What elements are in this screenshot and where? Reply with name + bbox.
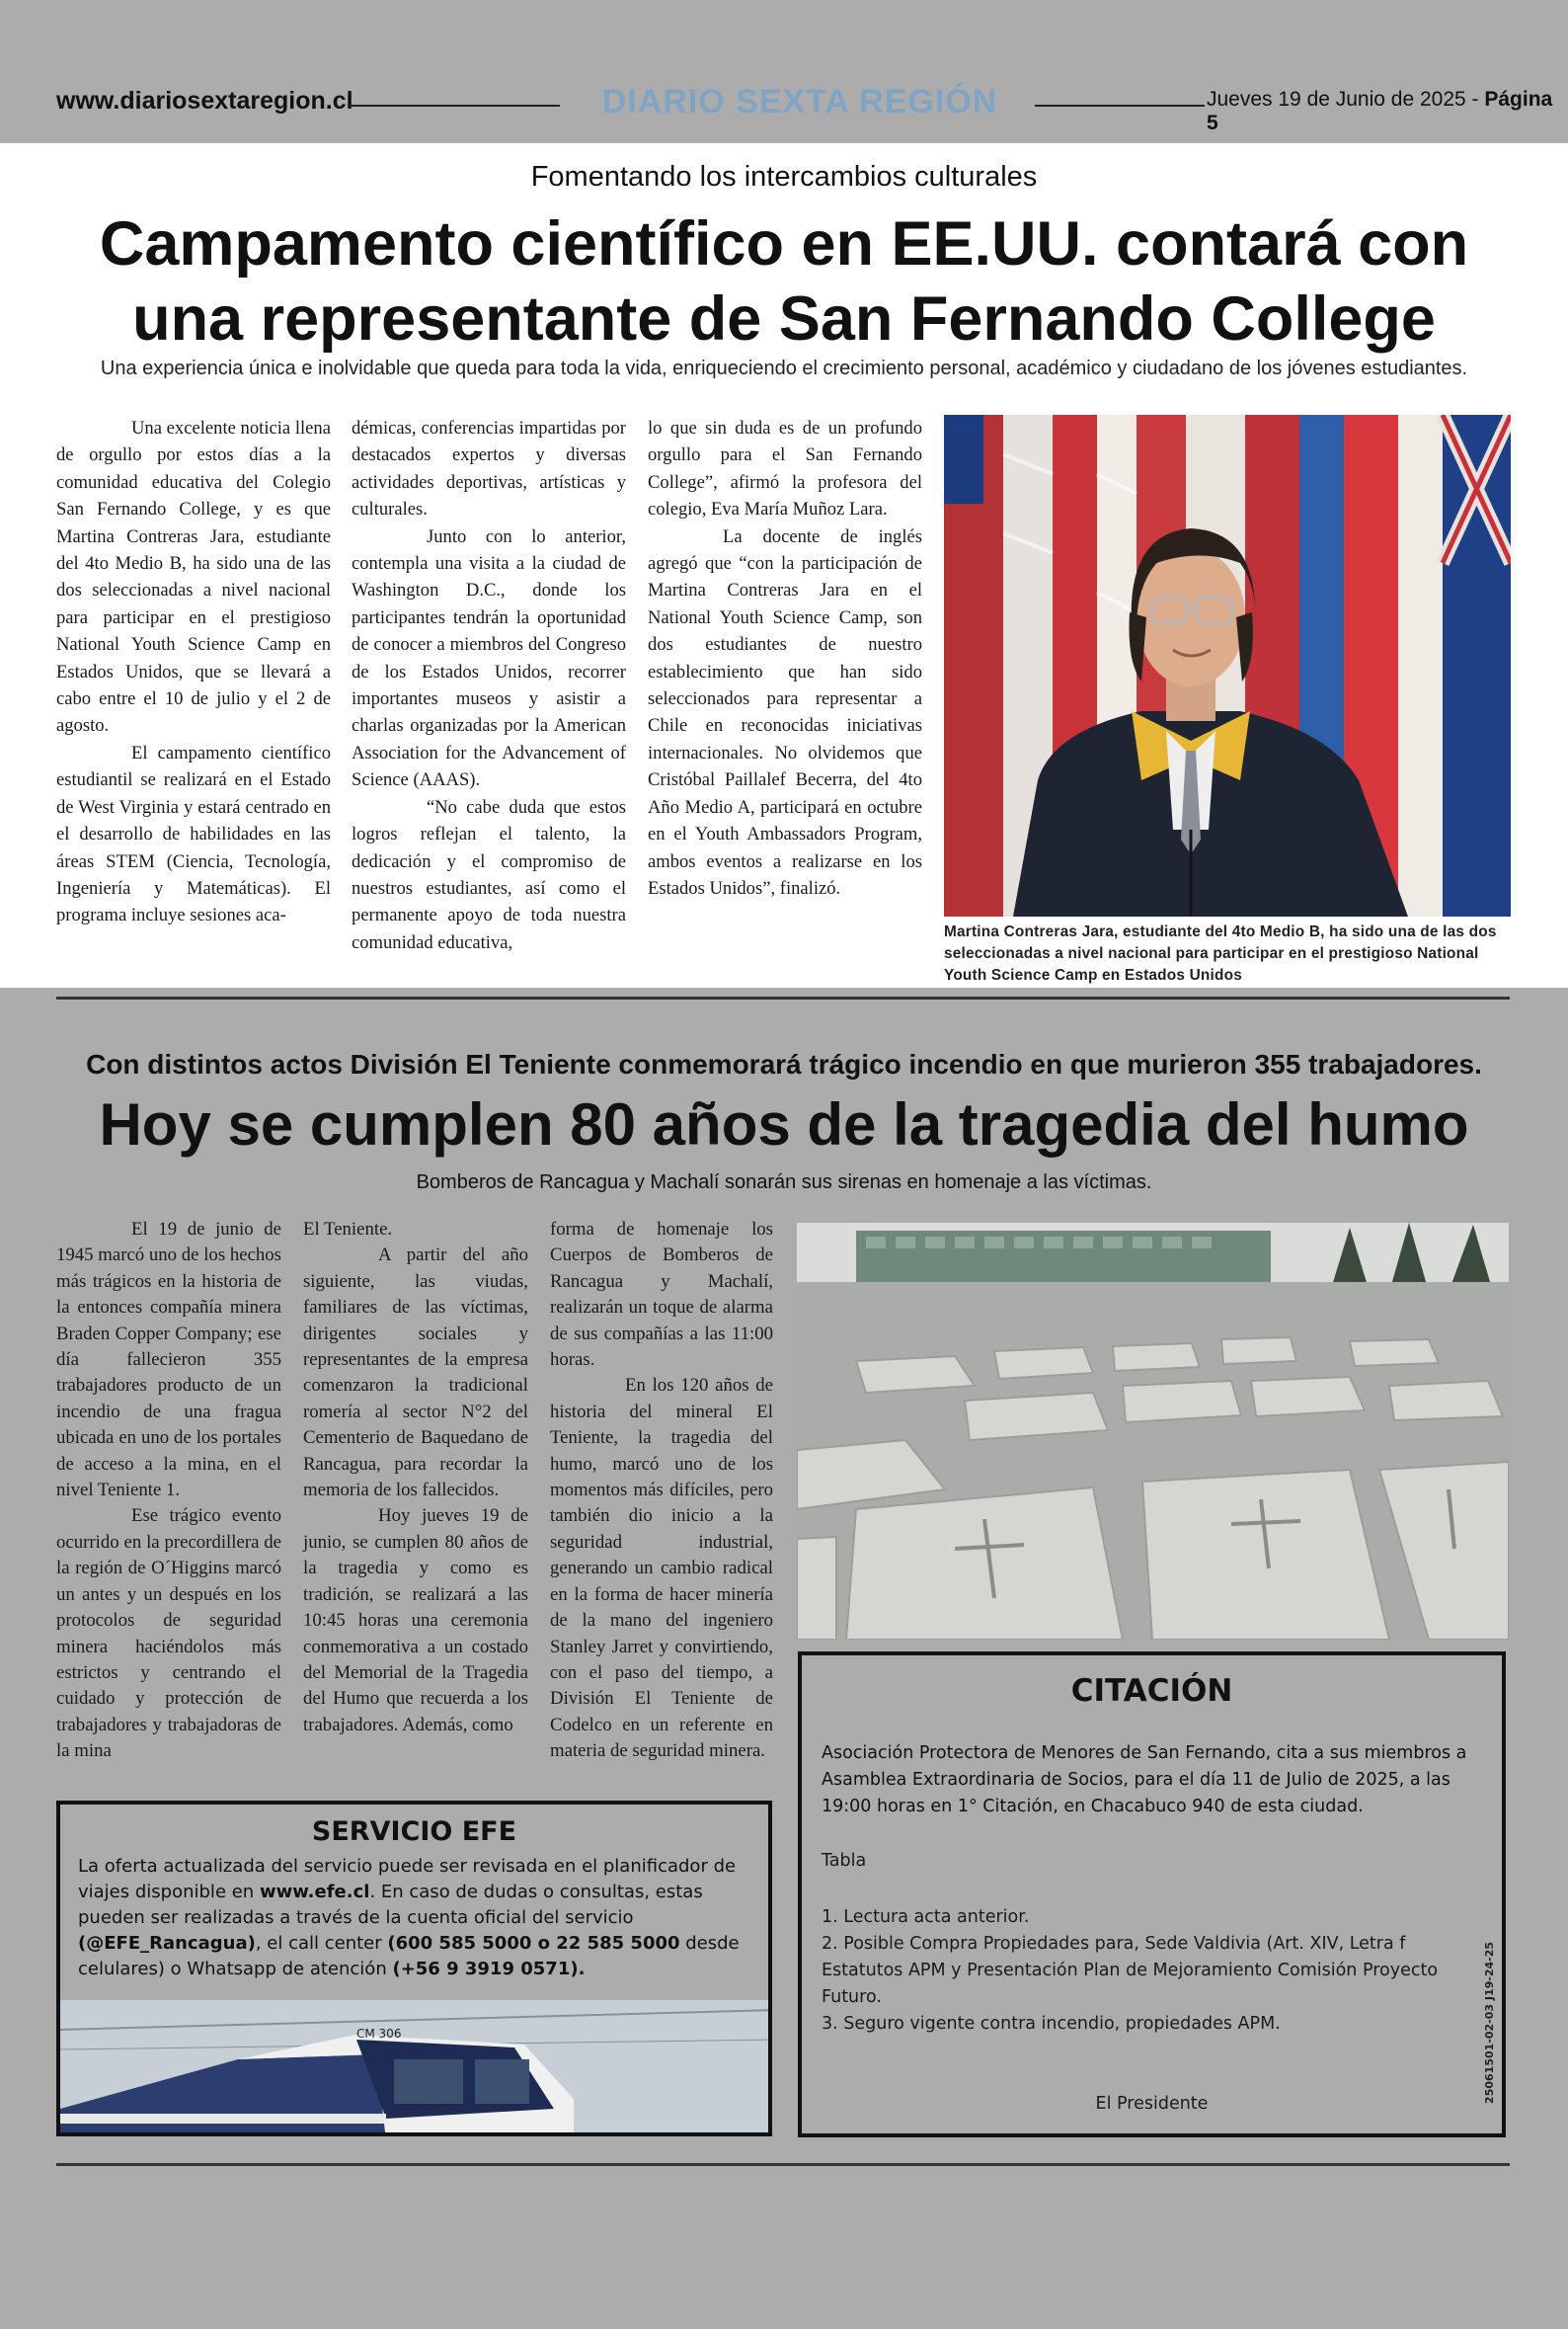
- paragraph: El campamento científico estudiantil se realizará en el Estado de West Virginia y estará centrado en el desarrollo de habilidades en las áreas STEM (Ciencia, Tecnología, Ingeniería y Matemáticas). El programa incluye sesiones aca-: [56, 742, 331, 926]
- section-divider: [56, 997, 1510, 1000]
- paragraph: démicas, conferencias impartidas por destacados expertos y diversas actividades deportivas, artísticas y culturales.: [352, 418, 626, 521]
- agenda-item: 2. Posible Compra Propiedades para, Sede Valdivia (Art. XIV, Letra f Estatutos APM y Presentación Plan de Mejoramiento Comisión Proyecto Futuro.: [822, 1934, 1439, 2007]
- efe-call-center: (600 585 5000 o 22 585 5000: [387, 1933, 680, 1954]
- efe-website-link[interactable]: www.efe.cl: [259, 1882, 370, 1902]
- article2-column-1: [56, 1217, 281, 1765]
- newspaper-name: DIARIO SEXTA REGIÓN: [601, 83, 998, 120]
- student-with-flags-illustration: [944, 415, 1511, 917]
- article1-subhead: Una experiencia única e inolvidable que queda para toda la vida, enriqueciendo el crecimiento personal, académico y ciudadano de los jóvenes estudiantes.: [100, 358, 1468, 379]
- paragraph: forma de homenaje los Cuerpos de Bomberos de Rancagua y Machalí, realizarán un toque de alarma de sus compañías a las 11:00 horas.: [550, 1219, 773, 1371]
- paragraph: lo que sin duda es de un profundo orgullo para el San Fernando College”, afirmó la profesora del colegio, Eva María Muñoz Lara.: [648, 418, 922, 521]
- paragraph: En los 120 años de historia del mineral El Teniente, la tragedia del humo, marcó uno de los momentos más difíciles, pero también dio inicio a la seguridad industrial, generando un cambio radical en la forma de hacer minería de la mano del ingeniero Stanley Jarret y convirtiendo, con el paso del tiempo, a División El Teniente de Codelco en un referente en materia de seguridad minera.: [550, 1375, 773, 1762]
- paragraph: Hoy jueves 19 de junio, se cumplen 80 años de la tragedia y como es tradición, se realizará a las 10:45 horas una ceremonia conmemorativa a un costado del Memorial de la Tragedia del Humo que recuerda a los trabajadores. Además, como: [303, 1505, 528, 1735]
- article2-headline: Hoy se cumplen 80 años de la tragedia del humo: [99, 1091, 1469, 1158]
- site-url[interactable]: www.diariosextaregion.cl: [56, 87, 353, 115]
- paragraph: “No cabe duda que estos logros reflejan el talento, la dedicación y el compromiso de nuestros estudiantes, así como el permanente apoyo de toda nuestra comunidad educativa,: [352, 796, 626, 953]
- paragraph: Una excelente noticia llena de orgullo por estos días a la comunidad educativa del Colegio San Fernando College, y es que Martina Contreras Jara, estudiante del 4to Medio B, ha sido una de las dos seleccionadas a nivel nacional para participar en el prestigioso National Youth Science Camp en Estados Unidos, que se llevará a cabo entre el 10 de julio y el 2 de agosto.: [56, 418, 331, 737]
- paragraph: El Teniente.: [303, 1219, 393, 1240]
- citacion-agenda-list: [822, 1904, 1483, 2038]
- efe-whatsapp: (+56 9 3919 0571).: [392, 1959, 586, 1979]
- efe-service-notice: [56, 1801, 772, 2136]
- citacion-body: Asociación Protectora de Menores de San Fernando, cita a sus miembros a Asamblea Extraordinaria de Socios, para el día 11 de Julio de 2025, a las 19:00 horas en 1° Citación, en Chacabuco 940 de esta ciudad.: [822, 1743, 1467, 1816]
- efe-title: SERVICIO EFE: [311, 1816, 517, 1847]
- bottom-divider: [56, 2163, 1510, 2166]
- article2-subhead: Bomberos de Rancagua y Machalí sonarán sus sirenas en homenaje a las víctimas.: [416, 1171, 1152, 1193]
- article2-column-3: [550, 1217, 773, 1765]
- train-number: CM 306: [356, 2027, 402, 2041]
- article2-column-2: [303, 1217, 528, 1738]
- article1-column-1: [56, 415, 331, 929]
- article1-column-2: [352, 415, 626, 956]
- efe-body: La oferta actualizada del servicio puede ser revisada en el planificador de viajes disponible en www.efe.cl. En caso de dudas o consultas, estas pueden ser realizadas a través de la cuenta oficial del servicio (@EFE_Rancagua), el call center (600 585 5000 o 22 585 5000 desde celulares) o Whatsapp de atención (+56 9 3919 0571).: [78, 1856, 740, 1979]
- article1-headline-line1: Campamento científico en EE.UU. contará con: [99, 209, 1469, 279]
- train-photo: [60, 2000, 772, 2136]
- article1-kicker: Fomentando los intercambios culturales: [530, 161, 1038, 193]
- article-science-camp: [0, 143, 1568, 988]
- citacion-notice: [798, 1651, 1506, 2137]
- student-photo: [944, 415, 1511, 917]
- agenda-item: 3. Seguro vigente contra incendio, propiedades APM.: [822, 2014, 1281, 2034]
- header-rule-right: [1035, 105, 1205, 107]
- paragraph: La docente de inglés agregó que “con la participación de Martina Contreras Jara en el National Youth Science Camp, son dos estudiantes de nuestro establecimiento que han sido seleccionados para representar a Chile en reconocidas iniciativas internacionales. No olvidemos que Cristóbal Paillalef Becerra, del 4to Año Medio A, participará en octubre en el Youth Ambassadors Program, ambos eventos a realizarse en los Estados Unidos”, finalizó.: [648, 525, 922, 899]
- citacion-code: 25061501-02-03 J19-24-25: [1483, 1942, 1496, 2104]
- article1-column-3: [648, 415, 922, 902]
- efe-twitter-handle[interactable]: (@EFE_Rancagua): [78, 1933, 256, 1954]
- page-header: [0, 0, 1568, 143]
- article2-kicker: Con distintos actos División El Teniente conmemorará trágico incendio en que murieron 355 trabajadores.: [86, 1049, 1482, 1080]
- paragraph: El 19 de junio de 1945 marcó uno de los hechos más trágicos en la historia de la entonces compañía minera Braden Copper Company; ese día fallecieron 355 trabajadores producto de un incendio de una fragua ubicada en uno de los portales de acceso a la mina, en el nivel Teniente 1.: [56, 1219, 281, 1501]
- agenda-item: 1. Lectura acta anterior.: [822, 1907, 1030, 1927]
- cemetery-illustration: [797, 1223, 1509, 1640]
- citacion-signature: El Presidente: [1095, 2094, 1209, 2114]
- paragraph: Ese trágico evento ocurrido en la precordillera de la región de O´Higgins marcó un antes y un después en los protocolos de seguridad minera haciéndolos más estrictos y centrando el cuidado y protección de trabajadores y trabajadoras de la mina: [56, 1505, 281, 1762]
- page-number: Página 5: [1207, 88, 1553, 134]
- student-photo-caption: Martina Contreras Jara, estudiante del 4to Medio B, ha sido una de las dos seleccionadas a nivel nacional para participar en el prestigioso National Youth Science Camp en Estados Unidos: [944, 924, 1497, 984]
- cemetery-photo: [797, 1223, 1509, 1640]
- article1-headline-line2: una representante de San Fernando College: [132, 284, 1436, 354]
- citacion-agenda-label: Tabla: [822, 1851, 867, 1871]
- paragraph: Junto con lo anterior, contempla una visita a la ciudad de Washington D.C., donde los participantes tendrán la oportunidad de conocer a miembros del Congreso de los Estados Unidos, recorrer importantes museos y asistir a charlas organizadas por la American Association for the Advancement of Science (AAAS).: [352, 525, 626, 791]
- paragraph: A partir del año siguiente, las viudas, familiares de las víctimas, dirigentes sociales y representantes de la empresa comenzaron la tradicional romería al sector N°2 del Cementerio de Baquedano de Rancagua, para recordar la memoria de los fallecidos.: [303, 1245, 528, 1501]
- header-rule-left: [348, 105, 560, 107]
- article1-headline: [30, 206, 1538, 357]
- train-illustration: [60, 2000, 772, 2136]
- issue-date: Jueves 19 de Junio de 2025 - Página 5: [1207, 88, 1553, 134]
- citacion-title: CITACIÓN: [1070, 1673, 1233, 1709]
